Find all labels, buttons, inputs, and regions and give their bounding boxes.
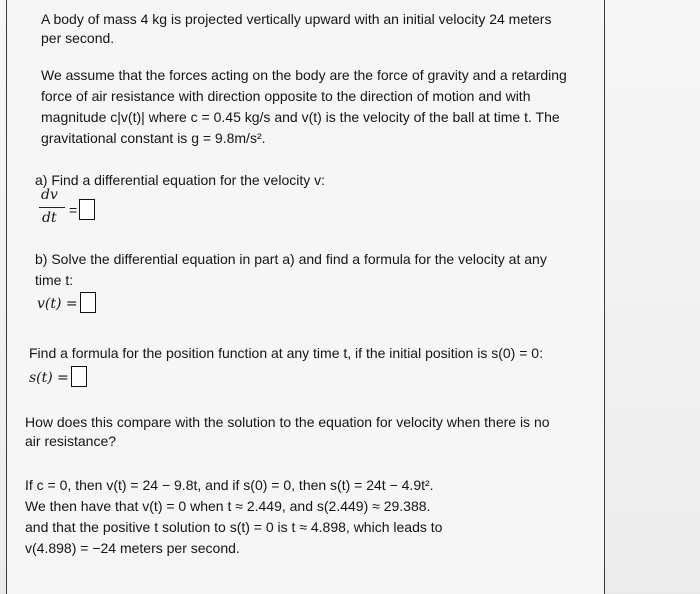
fraction-bar xyxy=(39,207,65,208)
part-a-equals: = xyxy=(69,199,95,220)
assume-line-3: magnitude c|v(t)| where c = 0.45 kg/s and v(t) is the velocity of the ball at time t. The xyxy=(41,109,560,125)
problem-card xyxy=(6,0,605,594)
solution-line-4: v(4.898) = −24 meters per second. xyxy=(25,540,240,556)
solution-line-1: If c = 0, then v(t) = 24 − 9.8t, and if s(0) = 0, then s(t) = 24t − 4.9t². xyxy=(25,477,434,493)
solution-line-2: We then have that v(t) = 0 when t ≈ 2.449, and s(2.449) ≈ 29.388. xyxy=(25,498,431,514)
answer-box-position[interactable] xyxy=(71,366,87,387)
assume-line-4: gravitational constant is g = 9.8m/s². xyxy=(41,130,266,146)
position-prompt: Find a formula for the position function at any time t, if the initial position is s(0) = 0: xyxy=(29,345,543,361)
position-lhs xyxy=(29,366,87,387)
position-lhs-text: s(t) = xyxy=(29,370,69,386)
part-b-line-2: time t: xyxy=(35,272,74,288)
solution-line-3: and that the positive t solution to s(t) = 0 is t ≈ 4.898, which leads to xyxy=(25,519,443,535)
answer-box-velocity[interactable] xyxy=(80,292,96,313)
intro-line-1: A body of mass 4 kg is projected vertically upward with an initial velocity 24 meters xyxy=(41,11,552,27)
answer-box-dvdt[interactable] xyxy=(79,199,95,220)
velocity-lhs xyxy=(37,292,96,313)
velocity-lhs-text: v(t) = xyxy=(37,296,78,312)
assume-line-1: We assume that the forces acting on the body are the force of gravity and a retarding xyxy=(41,67,567,83)
compare-line-2: air resistance? xyxy=(25,433,117,449)
assume-line-2: force of air resistance with direction opposite to the direction of motion and with xyxy=(41,88,531,104)
compare-line-1: How does this compare with the solution to the equation for velocity when there is no xyxy=(25,414,550,430)
part-a-prompt: a) Find a differential equation for the velocity v: xyxy=(35,172,326,188)
intro-line-2: per second. xyxy=(41,30,115,46)
part-b-line-1: b) Solve the differential equation in part a) and find a formula for the velocity at any xyxy=(35,251,547,267)
fraction-numerator: dv xyxy=(41,187,58,203)
fraction-denominator: dt xyxy=(42,210,57,226)
